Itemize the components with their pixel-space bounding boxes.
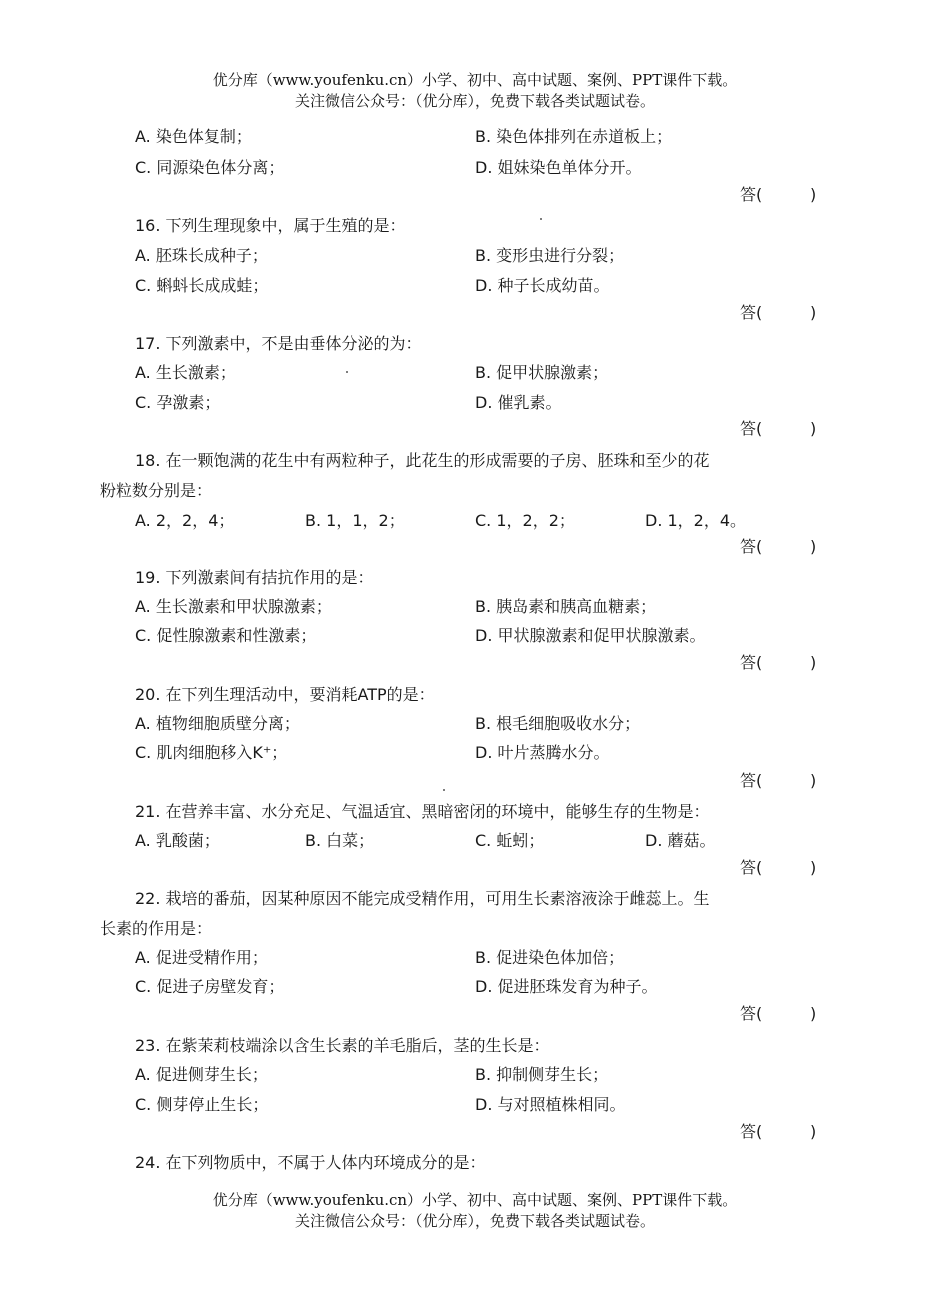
q19-option-c: C. 促性腺激素和性激素；: [135, 626, 317, 645]
q18-option-c: C. 1，2，2；: [475, 511, 575, 530]
q24-stem: 24. 在下列物质中，不属于人体内环境成分的是：: [135, 1153, 486, 1172]
q17-option-b: B. 促甲状腺激素；: [475, 363, 609, 382]
scan-speck: [540, 218, 542, 220]
scan-speck: [346, 371, 348, 373]
q15-option-b: B. 染色体排列在赤道板上；: [475, 127, 673, 146]
answer-label: 答(: [740, 858, 763, 877]
q16-option-b: B. 变形虫进行分裂；: [475, 246, 625, 265]
q16-answer-blank: [740, 302, 822, 324]
answer-close: ): [810, 1122, 817, 1141]
q22-stem-line-1: 22. 栽培的番茄，因某种原因不能完成受精作用，可用生长素溶液涂于雌蕊上。生: [135, 889, 710, 908]
answer-label: 答(: [740, 771, 763, 790]
q16-option-a: A. 胚珠长成种子；: [135, 246, 268, 265]
q22-option-b: B. 促进染色体加倍；: [475, 948, 625, 967]
q20-answer-blank: [740, 770, 822, 792]
answer-label: 答(: [740, 1122, 763, 1141]
q18-stem-line-2: 粉粒数分别是：: [100, 481, 213, 500]
q17-answer-blank: [740, 418, 822, 440]
q21-option-c: C. 蚯蚓；: [475, 831, 545, 850]
q17-option-d: D. 催乳素。: [475, 393, 562, 412]
q21-option-a: A. 乳酸菌；: [135, 831, 220, 850]
q19-option-b: B. 胰岛素和胰高血糖素；: [475, 597, 657, 616]
q19-answer-blank: [740, 652, 822, 674]
q18-answer-blank: [740, 536, 822, 558]
q23-option-b: B. 抑制侧芽生长；: [475, 1065, 609, 1084]
answer-label: 答(: [740, 653, 763, 672]
q23-answer-blank: [740, 1121, 822, 1143]
answer-close: ): [810, 185, 817, 204]
q20-option-c: C. 肌肉细胞移入K⁺；: [135, 743, 288, 762]
q22-answer-blank: [740, 1003, 822, 1025]
q15-answer-blank: [740, 184, 822, 206]
answer-close: ): [810, 1004, 817, 1023]
q21-answer-blank: [740, 857, 822, 879]
q18-option-d: D. 1，2，4。: [645, 511, 747, 530]
q16-option-c: C. 蝌蚪长成成蛙；: [135, 276, 269, 295]
banner-line-2: 关注微信公众号：（优分库），免费下载各类试题试卷。: [294, 1212, 655, 1230]
answer-close: ): [810, 771, 817, 790]
q21-option-b: B. 白菜；: [305, 831, 375, 850]
q16-stem: 16. 下列生理现象中，属于生殖的是：: [135, 216, 406, 235]
q17-stem: 17. 下列激素中，不是由垂体分泌的为：: [135, 334, 422, 353]
q17-option-c: C. 孕激素；: [135, 393, 221, 412]
answer-close: ): [810, 303, 817, 322]
q17-option-a: A. 生长激素；: [135, 363, 236, 382]
banner-line-1: 优分库（www.youfenku.cn）小学、初中、高中试题、案例、PPT课件下载。: [212, 1191, 738, 1209]
answer-label: 答(: [740, 1004, 763, 1023]
answer-label: 答(: [740, 185, 763, 204]
answer-close: ): [810, 858, 817, 877]
answer-label: 答(: [740, 537, 763, 556]
q18-option-b: B. 1，1，2；: [305, 511, 405, 530]
header-banner: [0, 70, 950, 112]
q20-option-a: A. 植物细胞质壁分离；: [135, 714, 300, 733]
answer-close: ): [810, 419, 817, 438]
q19-stem: 19. 下列激素间有拮抗作用的是：: [135, 568, 374, 587]
q23-stem: 23. 在紫茉莉枝端涂以含生长素的羊毛脂后，茎的生长是：: [135, 1036, 550, 1055]
q21-stem: 21. 在营养丰富、水分充足、气温适宜、黑暗密闭的环境中，能够生存的生物是：: [135, 802, 710, 821]
answer-label: 答(: [740, 303, 763, 322]
q19-option-d: D. 甲状腺激素和促甲状腺激素。: [475, 626, 706, 645]
q20-option-d: D. 叶片蒸腾水分。: [475, 743, 610, 762]
q15-option-c: C. 同源染色体分离；: [135, 158, 285, 177]
banner-line-2: 关注微信公众号：（优分库），免费下载各类试题试卷。: [294, 92, 655, 110]
scan-speck: [443, 789, 445, 791]
q16-option-d: D. 种子长成幼苗。: [475, 276, 610, 295]
q22-option-a: A. 促进受精作用；: [135, 948, 268, 967]
q20-stem: 20. 在下列生理活动中，要消耗ATP的是：: [135, 685, 435, 704]
q18-stem-line-1: 18. 在一颗饱满的花生中有两粒种子，此花生的形成需要的子房、胚珠和至少的花: [135, 451, 710, 470]
q19-option-a: A. 生长激素和甲状腺激素；: [135, 597, 332, 616]
answer-close: ): [810, 537, 817, 556]
q21-option-d: D. 蘑菇。: [645, 831, 716, 850]
q23-option-d: D. 与对照植株相同。: [475, 1095, 626, 1114]
q23-option-c: C. 侧芽停止生长；: [135, 1095, 269, 1114]
q22-stem-line-2: 长素的作用是：: [100, 919, 213, 938]
q18-option-a: A. 2，2，4；: [135, 511, 235, 530]
footer-banner: [0, 1190, 950, 1232]
banner-line-1: 优分库（www.youfenku.cn）小学、初中、高中试题、案例、PPT课件下载。: [212, 71, 738, 89]
answer-label: 答(: [740, 419, 763, 438]
q15-option-d: D. 姐妹染色单体分开。: [475, 158, 642, 177]
q15-option-a: A. 染色体复制；: [135, 127, 252, 146]
q22-option-c: C. 促进子房壁发育；: [135, 977, 285, 996]
q23-option-a: A. 促进侧芽生长；: [135, 1065, 268, 1084]
q22-option-d: D. 促进胚珠发育为种子。: [475, 977, 658, 996]
answer-close: ): [810, 653, 817, 672]
q20-option-b: B. 根毛细胞吸收水分；: [475, 714, 641, 733]
